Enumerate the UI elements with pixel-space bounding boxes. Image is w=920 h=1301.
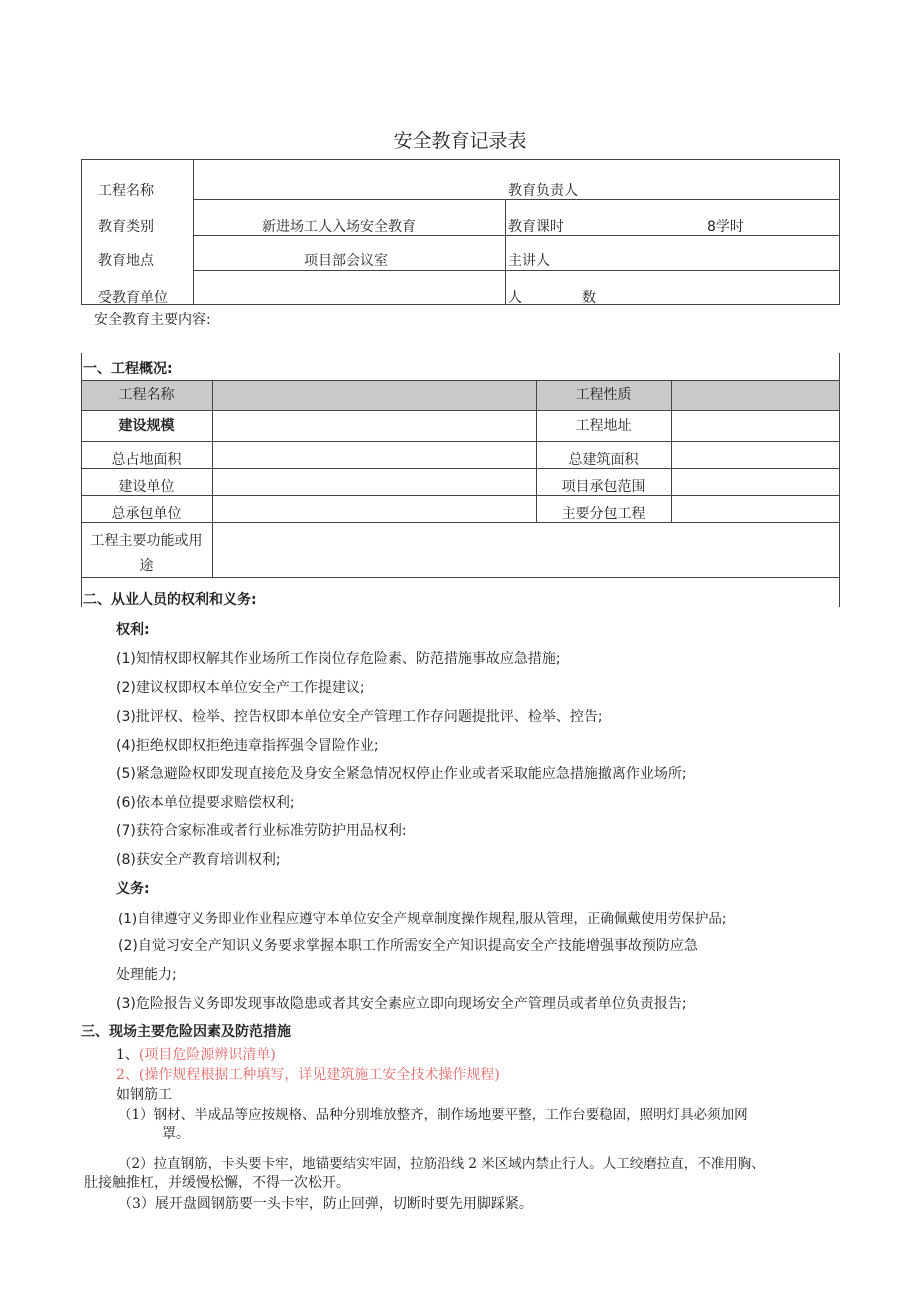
list-item: (3)批评权、检举、控告权即本单位安全产管理工作存问题提批评、检举、控告; — [116, 709, 603, 725]
row-label-contractor: 总承包单位 — [111, 506, 182, 522]
row-label-address: 工程地址 — [575, 418, 632, 434]
divider — [193, 270, 839, 271]
list-item: (6)依本单位提要求赔偿权利; — [116, 795, 295, 811]
project-name-label: 工程名称 — [98, 183, 154, 199]
list-item — [116, 1044, 276, 1064]
list-item: （3）展开盘圆钢筋要一头卡牢，防止回弹，切断时要先用脚踩紧。 — [118, 1196, 533, 1212]
divider — [81, 577, 840, 578]
divider — [81, 441, 840, 442]
overview-table — [81, 353, 840, 607]
list-item: (1)自律遵守义务即业作业程应遵守本单位安全产规章制度操作规程,服从管理，正确佩戴使用劳保护品; — [118, 911, 727, 927]
main-content-label: 安全教育主要内容: — [94, 312, 211, 328]
list-item: 处理能力; — [116, 967, 177, 983]
row-label-function: 工程主要功能或用 — [90, 533, 203, 549]
list-item: (1)知情权即权解其作业场所工作岗位存危险素、防范措施事故应急措施; — [116, 651, 561, 667]
row-label-builder: 建设单位 — [118, 479, 175, 495]
duties-label: 义务: — [116, 881, 150, 897]
divider — [505, 199, 506, 304]
list-item: （1）钢材、半成品等应按规格、品种分别堆放整齐，制作场地要平整，工作台要稳固，照明灯具必须加网 — [118, 1107, 748, 1123]
list-item: (2)建议权即权本单位安全产工作提建议; — [116, 680, 365, 696]
edu-place-label: 教育地点 — [98, 253, 154, 269]
row-label-function-cont: 途 — [139, 558, 154, 574]
list-item: 罩。 — [162, 1126, 190, 1142]
edu-type-value: 新进场工人入场安全教育 — [262, 219, 416, 235]
unit-label: 受教育单位 — [98, 290, 168, 306]
divider — [212, 380, 213, 577]
lecturer-label: 主讲人 — [508, 253, 550, 269]
list-item — [116, 1064, 500, 1084]
edu-hours-value: 8学时 — [707, 219, 744, 235]
info-table — [81, 159, 840, 305]
row-label-scope: 项目承包范围 — [561, 479, 646, 495]
item1-number: 1、 — [116, 1047, 139, 1063]
divider — [81, 380, 840, 381]
list-item: (5)紧急避险权即发现直接危及身安全紧急情况权停止作业或者采取能应急措施撤离作业场所; — [116, 766, 687, 782]
count-label-a: 人 — [508, 290, 522, 306]
row-label-building-area: 总建筑面积 — [568, 452, 639, 468]
table-border — [839, 353, 840, 607]
rights-label: 权利: — [116, 622, 150, 638]
list-item: (3)危险报告义务即发现事故隐患或者其安全素应立即向现场安全产管理员或者单位负责报告; — [116, 996, 687, 1012]
edu-place-value: 项目部会议室 — [304, 253, 388, 269]
example-label: 如钢筋工 — [116, 1087, 172, 1103]
count-label-b: 数 — [582, 290, 596, 306]
list-item: (4)拒绝权即权拒绝违章指挥强令冒险作业; — [116, 738, 379, 754]
list-item: (2)自觉习安全产知识义务要求掌握本职工作所需安全产知识提高安全产技能增强事故预防应急 — [118, 938, 698, 954]
section1-heading: 一、工程概况: — [83, 361, 173, 377]
row-label-land-area: 总占地面积 — [111, 452, 182, 468]
item2-text: (操作规程根据工种填写，详见建筑施工安全技术操作规程) — [138, 1067, 500, 1083]
row-label-project-nature: 工程性质 — [575, 387, 632, 403]
item1-text: (项目危险源辨识清单) — [138, 1047, 276, 1063]
edu-hours-label: 教育课时 — [508, 219, 564, 235]
item2-number: 2、 — [116, 1067, 139, 1083]
divider — [671, 380, 672, 522]
edu-leader-label: 教育负责人 — [508, 183, 578, 199]
list-item: (8)获安全产教育培训权利; — [116, 852, 281, 868]
page-title: 安全教育记录表 — [393, 130, 527, 152]
row-label-project-name: 工程名称 — [118, 387, 175, 403]
section2-heading: 二、从业人员的权利和义务: — [83, 592, 257, 608]
section3-heading: 三、现场主要危险因素及防范措施 — [81, 1024, 291, 1040]
list-item: 肚接触推杠，并缓慢松懈，不得一次松开。 — [84, 1175, 350, 1191]
edu-type-label: 教育类别 — [98, 219, 154, 235]
divider — [193, 160, 194, 304]
list-item: （2）拉直钢筋，卡头要卡牢，地锚要结实牢固，拉筋沿线 2 米区域内禁止行人。人工绞磨拉直，不准用胸、 — [118, 1156, 765, 1172]
row-label-scale: 建设规模 — [118, 418, 175, 434]
row-label-subcontract: 主要分包工程 — [561, 506, 646, 522]
divider — [81, 410, 840, 411]
list-item: (7)获符合家标准或者行业标准劳防护用品权利: — [116, 823, 407, 839]
